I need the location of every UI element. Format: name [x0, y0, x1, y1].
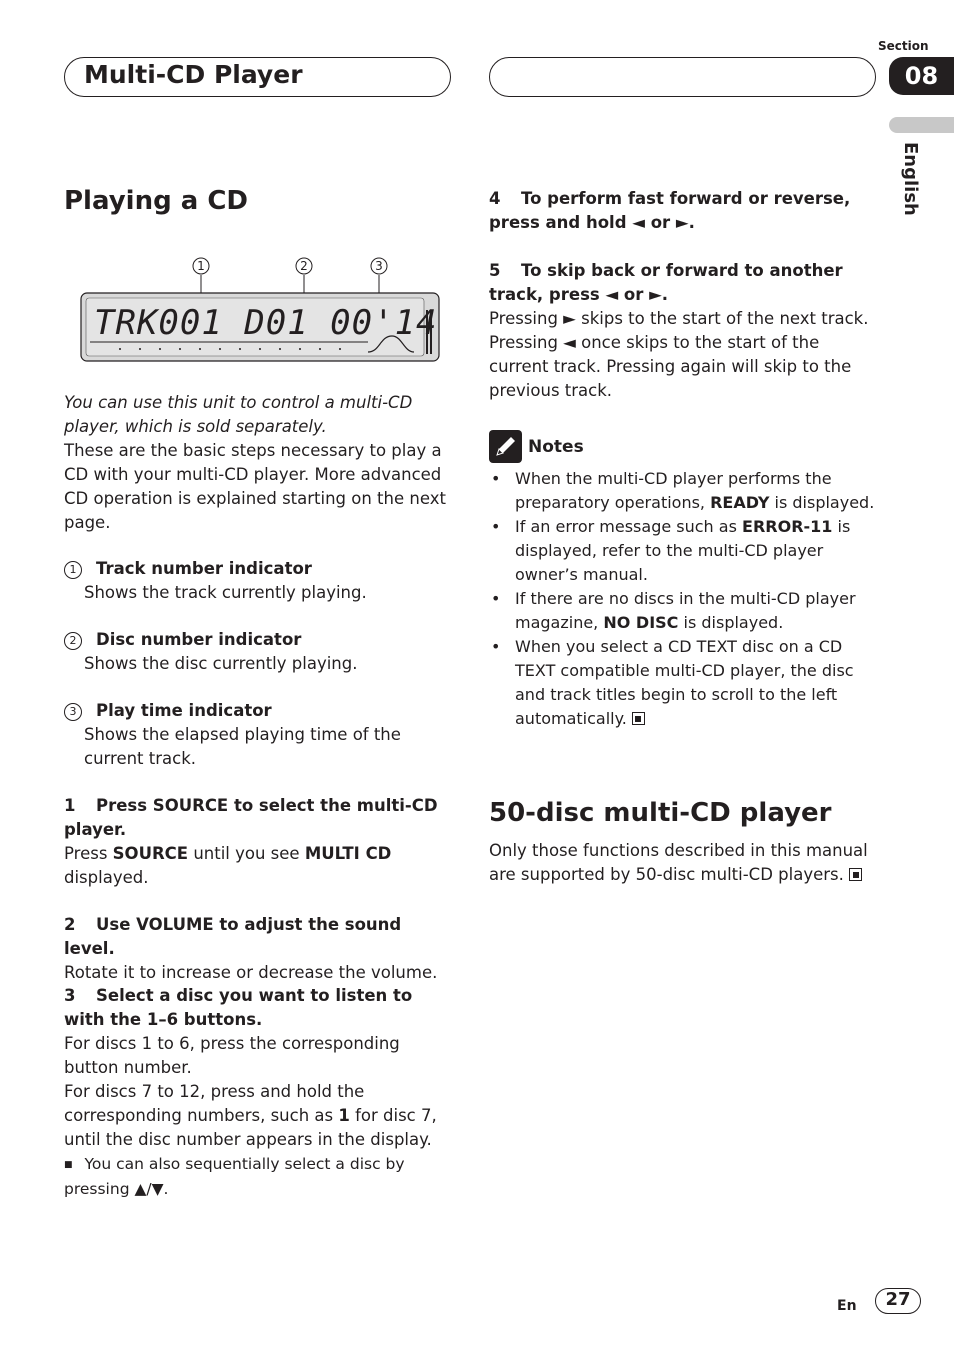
step-body: Rotate it to increase or decrease the volume.: [64, 963, 438, 982]
footer-lang: En: [837, 1298, 857, 1314]
language-label: English: [900, 142, 921, 216]
indicator-disc: [64, 628, 450, 676]
lcd-display-illustration: [80, 254, 442, 364]
indicator-desc: Shows the disc currently playing.: [84, 654, 358, 673]
step-body-1: For discs 1 to 6, press the corresponding button number.: [64, 1034, 400, 1077]
section-label: Section: [878, 39, 929, 53]
indicator-title: Play time indicator: [96, 701, 272, 720]
lcd-text: TRK001 D01 00'14: [94, 303, 438, 343]
note-item: • When the multi-CD player performs the preparatory operations, READY is displayed.: [489, 467, 879, 515]
step-5: 5 To skip back or forward to another track, press ◄ or ►. Pressing ► skips to the start of the next track. Pressing ◄ once skips to the start of the current track. Pressing again will skip to the previous track.: [489, 259, 875, 403]
indicator-title: Disc number indicator: [96, 630, 302, 649]
end-mark-icon: [632, 712, 645, 725]
step-body: Pressing ► skips to the start of the next track. Pressing ◄ once skips to the start of the current track. Pressing again will skip to the previous track.: [489, 309, 869, 400]
display-figure: [80, 254, 442, 364]
step-title: Press SOURCE to select the multi-CD player.: [64, 796, 438, 839]
section-heading: Playing a CD: [64, 186, 249, 216]
indicator-time: [64, 699, 450, 771]
header-right-frame: [489, 57, 876, 97]
step-title: Use VOLUME to adjust the sound level.: [64, 915, 402, 958]
step-3: 3 Select a disc you want to listen to with the 1–6 buttons. For discs 1 to 6, press the corresponding button number. For discs 7 to 12, press and hold the corresponding numbers, such as 1 for disc 7, until the disc number appears in the display. ■ You can also sequentially select a disc by pressing ▲/▼.: [64, 984, 450, 1201]
callout-1: 1: [197, 259, 205, 273]
indicator-title: Track number indicator: [96, 559, 312, 578]
pencil-icon: [489, 430, 522, 463]
note-item: • If an error message such as ERROR-11 is displayed, refer to the multi-CD player owner’s manual.: [489, 515, 879, 587]
callout-3: 3: [375, 259, 383, 273]
step-1: 1 Press SOURCE to select the multi-CD player. Press SOURCE until you see MULTI CD displayed.: [64, 794, 450, 890]
step-2: 2 Use VOLUME to adjust the sound level. Rotate it to increase or decrease the volume.: [64, 913, 450, 985]
note-item: • When you select a CD TEXT disc on a CD TEXT compatible multi-CD player, the disc and track titles begin to scroll to the left automatically.: [489, 635, 879, 731]
notes-box: [489, 430, 879, 731]
indicator-desc: Shows the track currently playing.: [84, 583, 367, 602]
step-note: ■ You can also sequentially select a disc by pressing ▲/▼.: [64, 1155, 405, 1198]
section-number: 08: [889, 57, 954, 95]
step-title: To skip back or forward to another track, press ◄ or ►.: [489, 261, 843, 304]
header-title: Multi-CD Player: [84, 60, 303, 89]
step-body-2: For discs 7 to 12, press and hold the corresponding numbers, such as 1 for disc 7, until the disc number appears in the display.: [64, 1082, 437, 1149]
notes-label: Notes: [528, 436, 584, 457]
step-title: Select a disc you want to listen to with the 1–6 buttons.: [64, 986, 413, 1029]
section-heading-2: 50-disc multi-CD player: [489, 798, 832, 828]
section-body-2: Only those functions described in this manual are supported by 50-disc multi-CD players.: [489, 841, 868, 884]
intro-body: These are the basic steps necessary to play a CD with your multi-CD player. More advanced CD operation is explained starting on the next page.: [64, 441, 446, 532]
intro-italic: You can use this unit to control a multi-CD player, which is sold separately.: [64, 393, 413, 436]
step-title: To perform fast forward or reverse, press and hold ◄ or ►.: [489, 189, 851, 232]
indicator-num: 3: [64, 703, 82, 721]
page-number: 27: [875, 1288, 921, 1314]
step-body: Press SOURCE until you see MULTI CD displayed.: [64, 844, 392, 887]
callout-2: 2: [300, 259, 308, 273]
indicator-num: 1: [64, 561, 82, 579]
indicator-desc: Shows the elapsed playing time of the current track.: [84, 725, 401, 768]
indicator-num: 2: [64, 632, 82, 650]
side-tab: [889, 117, 954, 133]
indicator-track: [64, 557, 450, 605]
step-4: 4 To perform fast forward or reverse, press and hold ◄ or ►.: [489, 189, 851, 232]
end-mark-icon: [849, 868, 862, 881]
note-item: • If there are no discs in the multi-CD player magazine, NO DISC is displayed.: [489, 587, 879, 635]
